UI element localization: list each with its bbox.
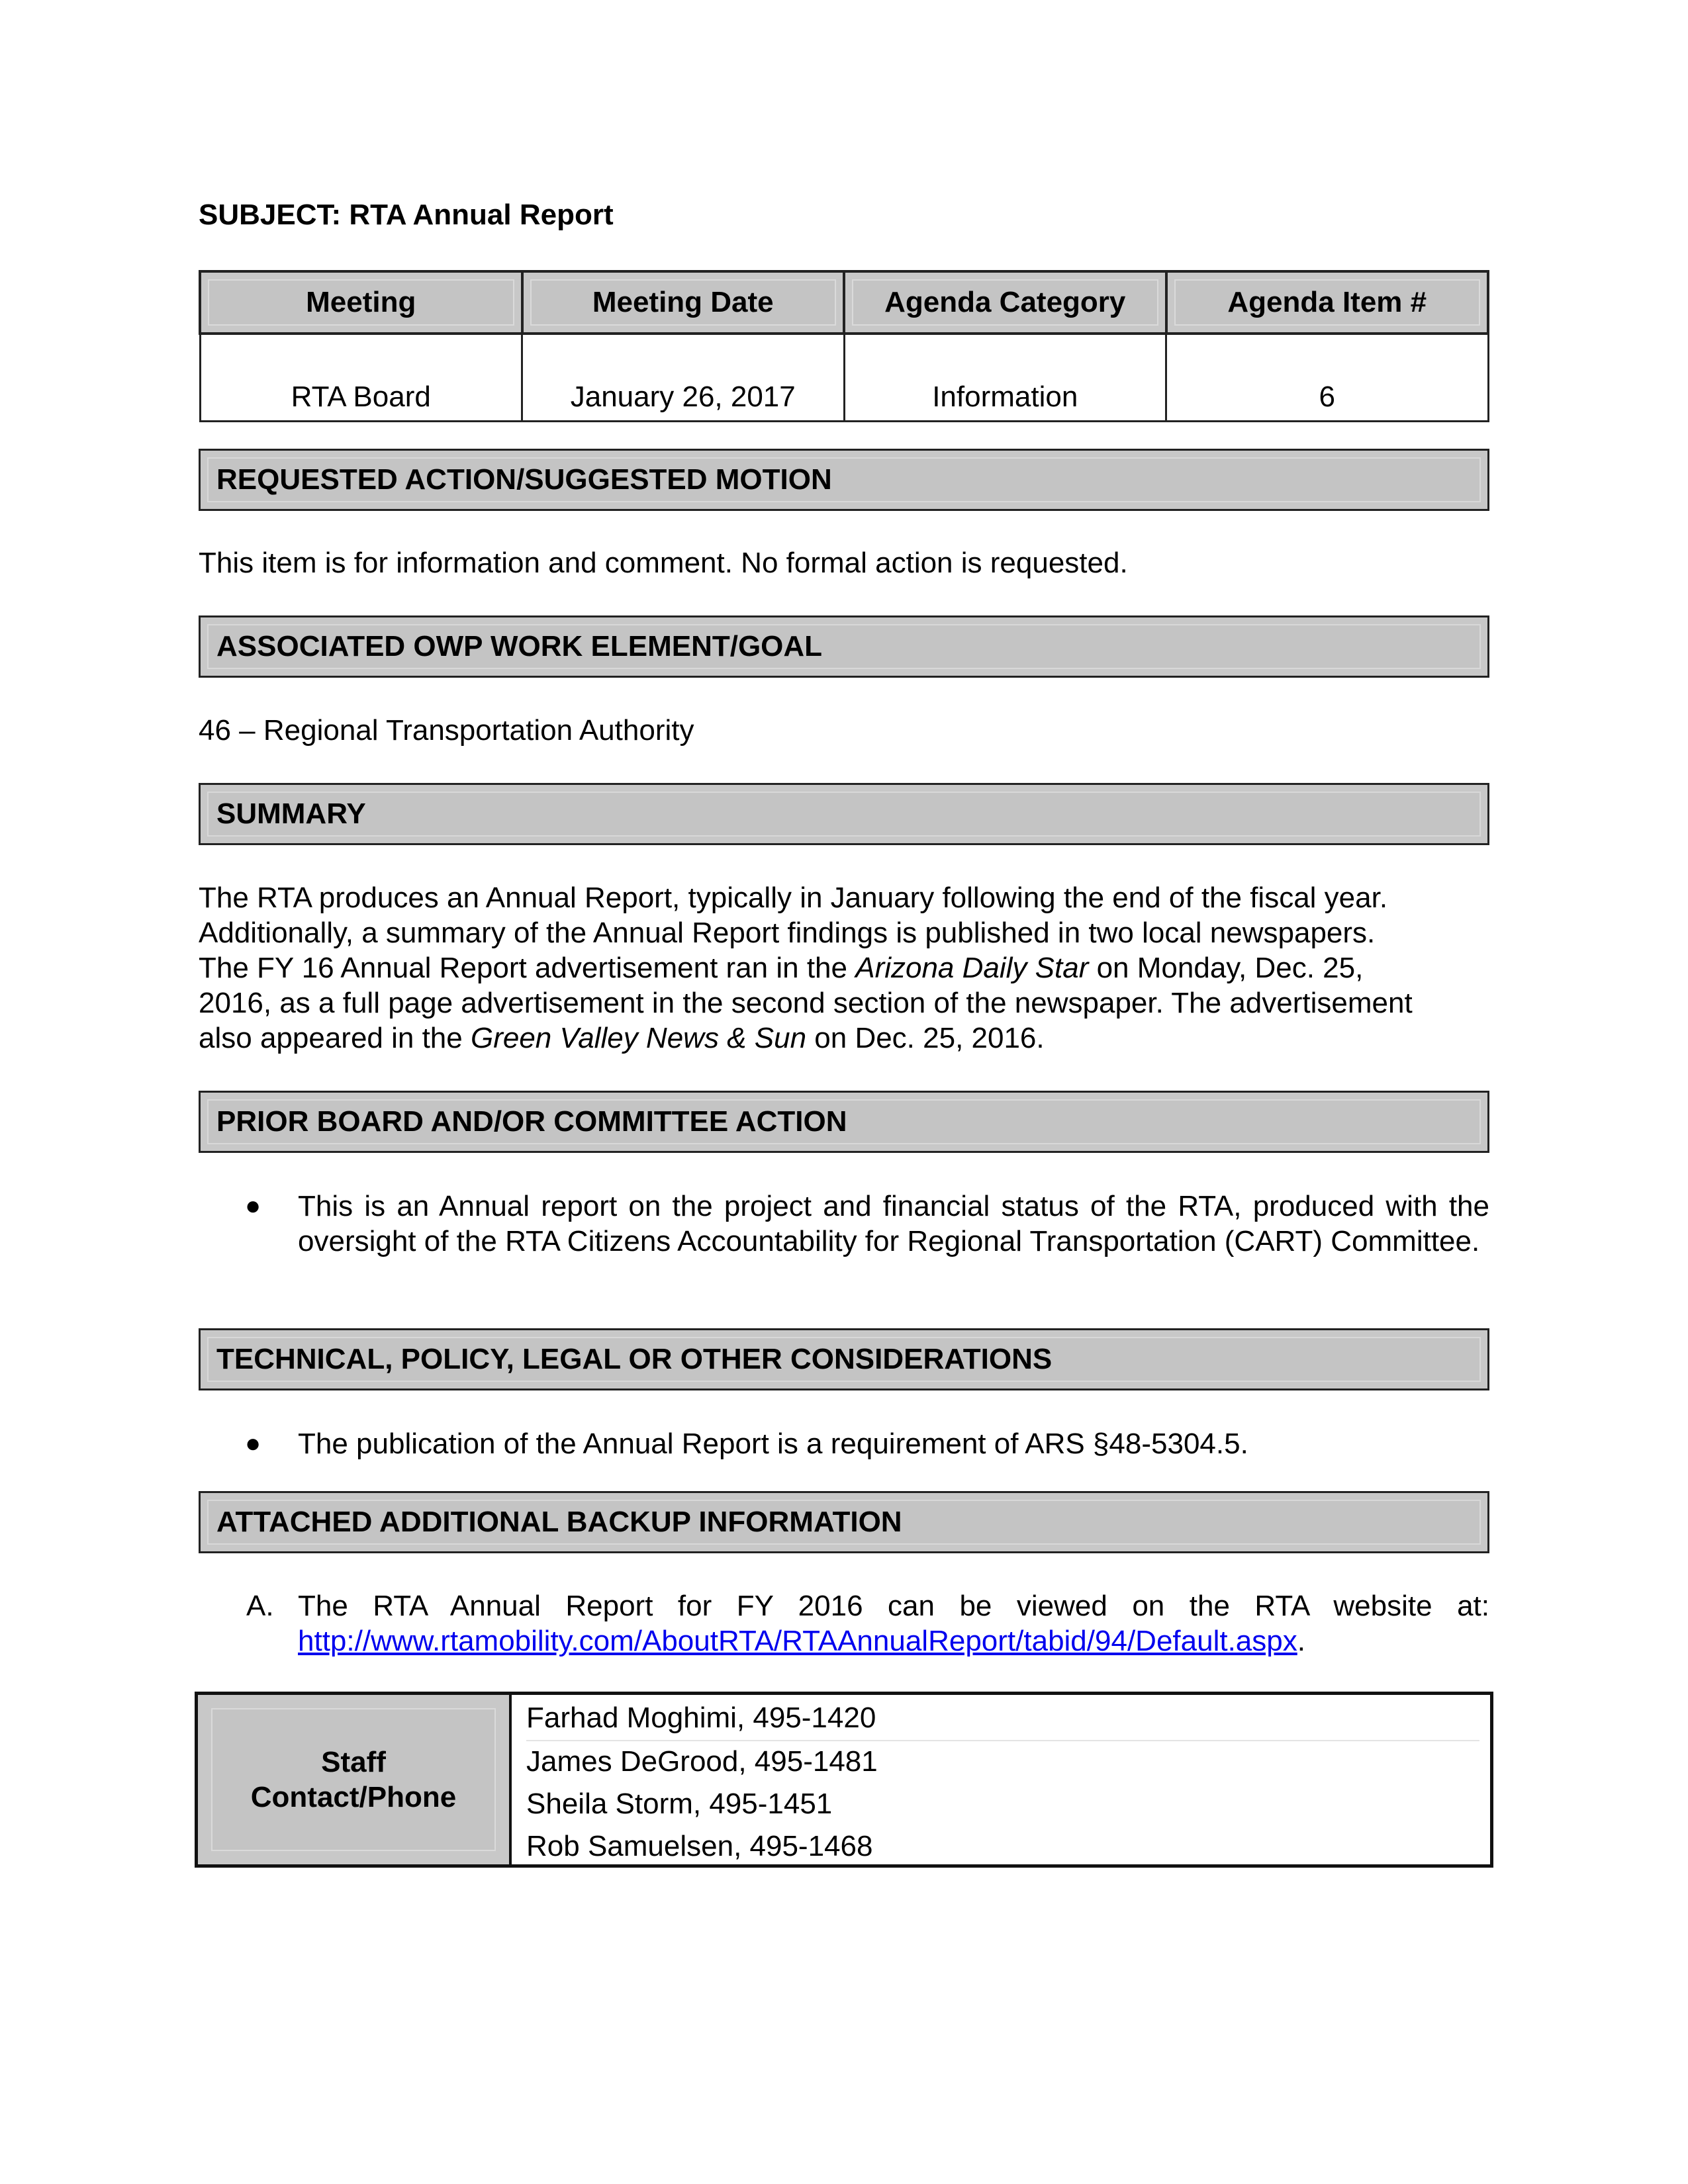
prior-action-text: This is an Annual report on the project and financial status of the RTA, produced with the oversight of the RTA Citizens Accountability for Regional Transportation (CART) Committee.	[298, 1190, 1489, 1257]
list-marker: A.	[246, 1590, 274, 1622]
contact-entry: Rob Samuelsen, 495-1468	[526, 1830, 873, 1862]
header-meeting-date: Meeting Date	[522, 271, 845, 334]
header-agenda-item: Agenda Item #	[1166, 271, 1489, 334]
summary-text-run: The FY 16 Annual Report advertisement ran in the	[199, 952, 856, 984]
considerations-text: The publication of the Annual Report is a requirement of ARS §48-5304.5.	[298, 1428, 1248, 1460]
prior-action-heading: PRIOR BOARD AND/OR COMMITTEE ACTION	[199, 1091, 1489, 1153]
summary-text-run: on Dec. 25, 2016.	[806, 1022, 1045, 1054]
newspaper-title: Green Valley News & Sun	[470, 1022, 807, 1054]
contact-entry: Farhad Moghimi, 495-1420	[526, 1698, 1479, 1741]
summary-line	[199, 1021, 1489, 1056]
annual-report-link[interactable]: http://www.rtamobility.com/AboutRTA/RTAAnnualReport/tabid/94/Default.aspx	[298, 1625, 1297, 1657]
summary-line: The RTA produces an Annual Report, typically in January following the end of the fiscal year.	[199, 882, 1388, 914]
newspaper-title: Arizona Daily Star	[855, 952, 1089, 984]
subject-line: SUBJECT: RTA Annual Report	[199, 199, 614, 231]
considerations-heading: TECHNICAL, POLICY, LEGAL OR OTHER CONSIDERATIONS	[199, 1328, 1489, 1390]
summary-line: Additionally, a summary of the Annual Report findings is published in two local newspapers.	[199, 917, 1376, 949]
requested-action-heading: REQUESTED ACTION/SUGGESTED MOTION	[199, 449, 1489, 511]
value-meeting-date: January 26, 2017	[522, 334, 845, 422]
value-meeting: RTA Board	[200, 334, 522, 422]
bullet-icon: ●	[245, 1191, 261, 1220]
backup-text: The RTA Annual Report for FY 2016 can be viewed on the RTA website at:	[298, 1590, 1489, 1622]
staff-contact-table	[195, 1692, 1493, 1868]
requested-action-text: This item is for information and comment. No formal action is requested.	[199, 547, 1128, 579]
period: .	[1297, 1625, 1305, 1657]
summary-text	[199, 880, 1489, 1056]
summary-heading: SUMMARY	[199, 783, 1489, 845]
summary-line	[199, 950, 1489, 985]
header-meeting: Meeting	[200, 271, 522, 334]
summary-text-run: also appeared in the	[199, 1022, 471, 1054]
owp-text: 46 – Regional Transportation Authority	[199, 714, 694, 747]
value-agenda-category: Information	[844, 334, 1166, 422]
meeting-table-value-row	[200, 334, 1488, 422]
header-agenda-category: Agenda Category	[844, 271, 1166, 334]
summary-line: 2016, as a full page advertisement in the second section of the newspaper. The advertisement	[199, 987, 1413, 1019]
contact-entry: James DeGrood, 495-1481	[526, 1745, 878, 1778]
bullet-icon: ●	[245, 1429, 261, 1458]
meeting-info-table	[199, 270, 1489, 422]
staff-label-line: Staff	[321, 1746, 386, 1778]
staff-label-line: Contact/Phone	[250, 1781, 457, 1813]
meeting-table-header-row	[200, 271, 1488, 334]
owp-heading: ASSOCIATED OWP WORK ELEMENT/GOAL	[199, 615, 1489, 678]
value-agenda-item: 6	[1166, 334, 1489, 422]
contact-entry: Sheila Storm, 495-1451	[526, 1788, 833, 1820]
backup-heading: ATTACHED ADDITIONAL BACKUP INFORMATION	[199, 1491, 1489, 1553]
summary-text-run: on Monday, Dec. 25,	[1088, 952, 1364, 984]
staff-contact-label	[198, 1695, 512, 1864]
staff-contact-list	[526, 1698, 1479, 1868]
